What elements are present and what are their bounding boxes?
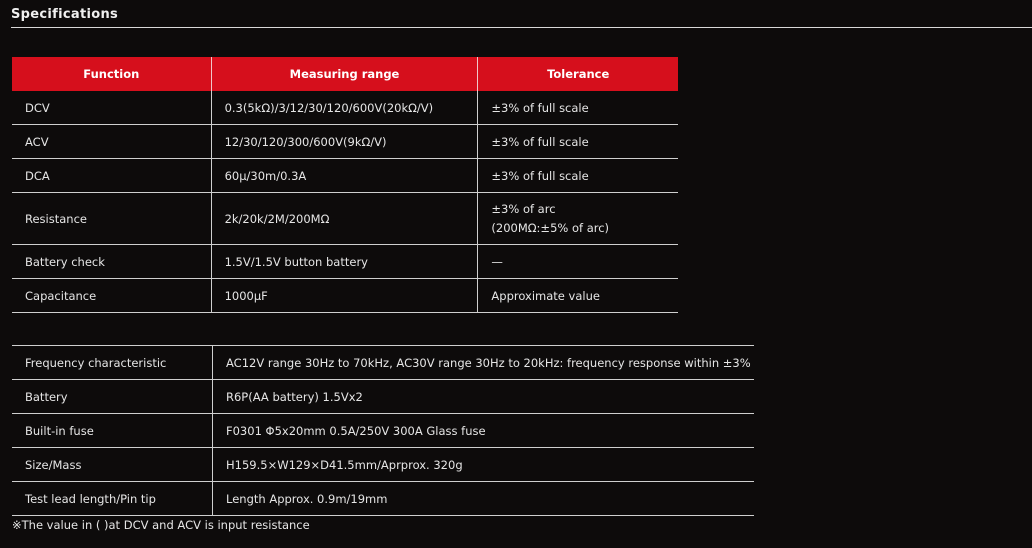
table-row <box>12 279 678 313</box>
header-function: Function <box>12 57 211 91</box>
general-specs-table <box>12 345 754 516</box>
function-cell: Capacitance <box>12 279 211 313</box>
function-cell: DCV <box>12 91 211 125</box>
range-cell: 2k/20k/2M/200MΩ <box>211 193 478 245</box>
table-row <box>12 346 754 380</box>
table-header-row <box>12 57 678 91</box>
spec-label: Test lead length/Pin tip <box>12 482 213 516</box>
spec-label: Frequency characteristic <box>12 346 213 380</box>
table-row <box>12 159 678 193</box>
spec-label: Built-in fuse <box>12 414 213 448</box>
table-row <box>12 482 754 516</box>
spec-value: H159.5×W129×D41.5mm/Aprprox. 320g <box>213 448 755 482</box>
table-row <box>12 448 754 482</box>
tolerance-cell: Approximate value <box>478 279 678 313</box>
table-row <box>12 380 754 414</box>
specifications-table <box>12 57 678 313</box>
tolerance-line-1: ±3% of arc <box>491 201 556 216</box>
range-cell: 1.5V/1.5V button battery <box>211 245 478 279</box>
range-cell: 1000μF <box>211 279 478 313</box>
tolerance-cell <box>478 193 678 245</box>
range-cell: 12/30/120/300/600V(9kΩ/V) <box>211 125 478 159</box>
tolerance-cell: ±3% of full scale <box>478 159 678 193</box>
table-row <box>12 91 678 125</box>
spec-value: AC12V range 30Hz to 70kHz, AC30V range 30Hz to 20kHz: frequency response within ±3% <box>213 346 755 380</box>
spec-label: Size/Mass <box>12 448 213 482</box>
range-cell: 60μ/30m/0.3A <box>211 159 478 193</box>
function-cell: DCA <box>12 159 211 193</box>
spec-label: Battery <box>12 380 213 414</box>
header-tolerance: Tolerance <box>478 57 678 91</box>
header-measuring-range: Measuring range <box>211 57 478 91</box>
table-row <box>12 245 678 279</box>
function-cell: Battery check <box>12 245 211 279</box>
spec-value: F0301 Φ5x20mm 0.5A/250V 300A Glass fuse <box>213 414 755 448</box>
footnote: ※The value in ( )at DCV and ACV is input resistance <box>12 518 310 532</box>
page-title: Specifications <box>11 7 119 22</box>
tolerance-cell: — <box>478 245 678 279</box>
spec-value: Length Approx. 0.9m/19mm <box>213 482 755 516</box>
table-row <box>12 414 754 448</box>
tolerance-line-2: (200MΩ:±5% of arc) <box>491 220 610 235</box>
table-row <box>12 193 678 245</box>
table-row <box>12 125 678 159</box>
spec-value: R6P(AA battery) 1.5Vx2 <box>213 380 755 414</box>
function-cell: Resistance <box>12 193 211 245</box>
range-cell: 0.3(5kΩ)/3/12/30/120/600V(20kΩ/V) <box>211 91 478 125</box>
title-divider <box>11 27 1032 28</box>
function-cell: ACV <box>12 125 211 159</box>
tolerance-cell: ±3% of full scale <box>478 125 678 159</box>
tolerance-cell: ±3% of full scale <box>478 91 678 125</box>
